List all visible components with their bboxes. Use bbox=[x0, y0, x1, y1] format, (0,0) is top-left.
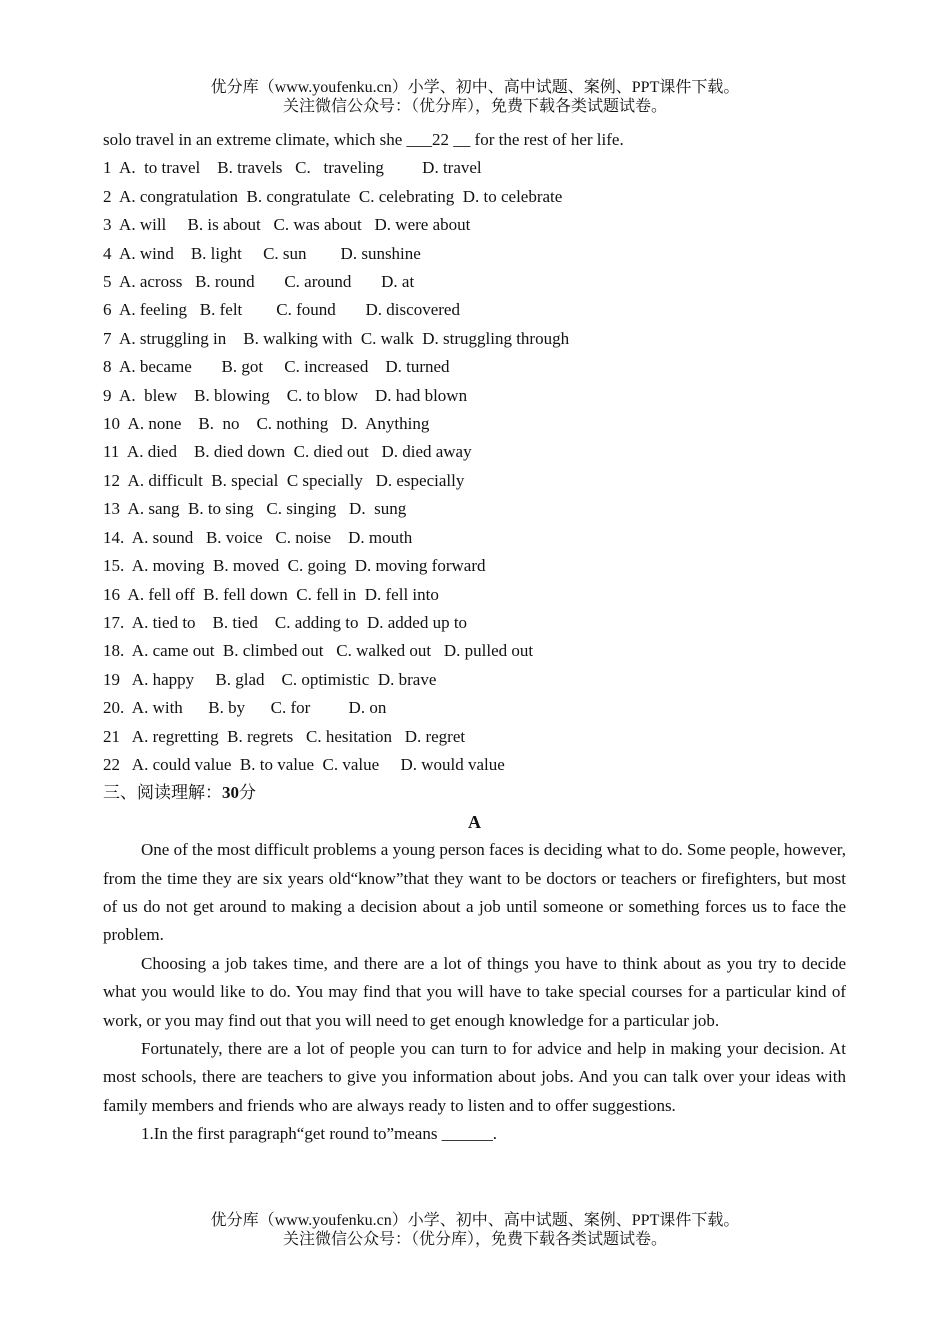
passage-paragraph: Choosing a job takes time, and there are a lot of things you have to think about as you try to decide what you would like to do. You may find that you will have to take special courses for a particular kind of work, or you may find out that you will need to get enough knowledge for a particular job. bbox=[103, 953, 846, 1030]
footer-line-2: 关注微信公众号：（优分库），免费下载各类试题试卷。 bbox=[282, 1231, 667, 1248]
page-footer bbox=[0, 1211, 950, 1249]
option-line: 21 A. regretting B. regrets C. hesitation D. regret bbox=[103, 726, 466, 746]
option-line: 5 A. across B. round C. around D. at bbox=[103, 272, 415, 292]
section-unit: 分 bbox=[239, 783, 256, 803]
header-line-1: 优分库（www.youfenku.cn）小学、初中、高中试题、案例、PPT课件下载。 bbox=[210, 79, 740, 96]
passage-title: A bbox=[468, 811, 481, 832]
passage-paragraph: One of the most difficult problems a young person faces is deciding what to do. Some people, however, from the time they are six years old“know”that they want to be doctors or teachers or firefighters, but most of us do not get around to making a decision about a job until someone or something forces us to face the problem. bbox=[103, 840, 846, 945]
header-line-2: 关注微信公众号：（优分库），免费下载各类试题试卷。 bbox=[282, 98, 667, 115]
option-line: 10 A. none B. no C. nothing D. Anything bbox=[103, 414, 430, 434]
option-line: 20. A. with B. by C. for D. on bbox=[103, 698, 387, 718]
option-line: 13 A. sang B. to sing C. singing D. sung bbox=[103, 499, 407, 519]
option-line: 8 A. became B. got C. increased D. turned bbox=[103, 357, 450, 377]
option-line: 4 A. wind B. light C. sun D. sunshine bbox=[103, 243, 421, 263]
passage-paragraph: Fortunately, there are a lot of people you can turn to for advice and help in making your decision. At most schools, there are teachers to give you information about jobs. And you can talk over your ideas with family members and friends who are always ready to listen and to offer suggestions. bbox=[103, 1039, 846, 1115]
passage-tail: solo travel in an extreme climate, which she ___22 __ for the rest of her life. bbox=[103, 130, 624, 149]
option-line: 17. A. tied to B. tied C. adding to D. added up to bbox=[103, 612, 468, 632]
option-line: 22 A. could value B. to value C. value D. would value bbox=[103, 754, 505, 774]
section-heading bbox=[103, 779, 846, 807]
option-line: 7 A. struggling in B. walking with C. walk D. struggling through bbox=[103, 328, 570, 348]
cloze-options-list bbox=[103, 154, 846, 779]
option-line: 3 A. will B. is about C. was about D. were about bbox=[103, 215, 471, 235]
option-line: 19 A. happy B. glad C. optimistic D. brave bbox=[103, 669, 437, 689]
section-score: 30 bbox=[222, 783, 239, 803]
option-line: 12 A. difficult B. special C specially D. especially bbox=[103, 470, 465, 490]
page-header bbox=[0, 78, 950, 116]
option-line: 15. A. moving B. moved C. going D. moving forward bbox=[103, 556, 486, 576]
question-1: 1.In the first paragraph“get round to”means ______. bbox=[141, 1124, 497, 1144]
option-line: 18. A. came out B. climbed out C. walked out D. pulled out bbox=[103, 641, 534, 661]
option-line: 6 A. feeling B. felt C. found D. discovered bbox=[103, 300, 460, 320]
section-label: 三、阅读理解： bbox=[103, 783, 222, 803]
option-line: 14. A. sound B. voice C. noise D. mouth bbox=[103, 527, 413, 547]
option-line: 11 A. died B. died down C. died out D. died away bbox=[103, 442, 472, 462]
page-content bbox=[103, 126, 846, 1149]
option-line: 2 A. congratulation B. congratulate C. celebrating D. to celebrate bbox=[103, 186, 563, 206]
option-line: 16 A. fell off B. fell down C. fell in D. fell into bbox=[103, 584, 439, 604]
option-line: 1 A. to travel B. travels C. traveling D. travel bbox=[103, 158, 482, 178]
option-line: 9 A. blew B. blowing C. to blow D. had blown bbox=[103, 385, 468, 405]
footer-line-1: 优分库（www.youfenku.cn）小学、初中、高中试题、案例、PPT课件下载。 bbox=[210, 1212, 740, 1229]
